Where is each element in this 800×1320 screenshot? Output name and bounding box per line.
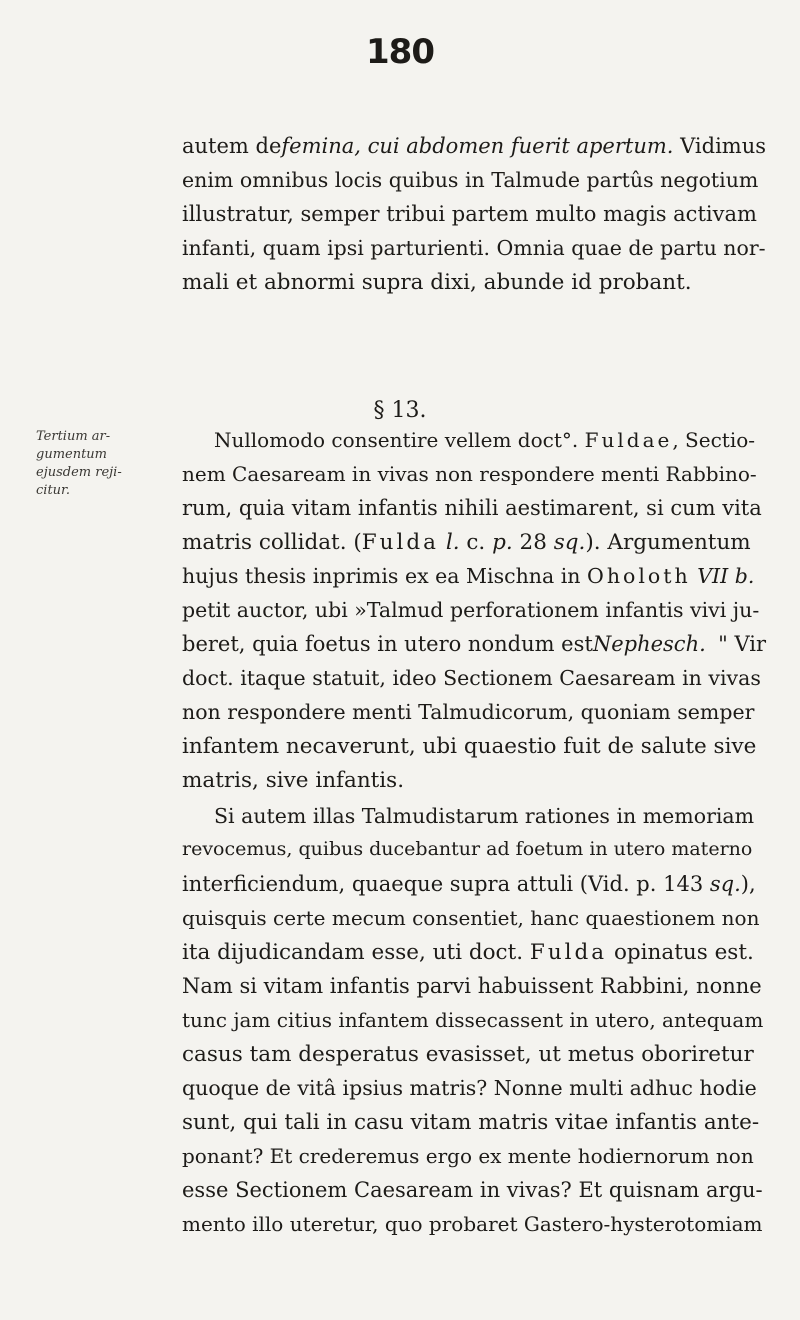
author-name: Fulda [361,530,439,555]
text-run: Nullomodo consentire vellem doct°. [214,428,585,452]
para2-line-9: quoque de vitâ ipsius matris? Nonne multi adhuc hodie [182,1076,757,1100]
para2-line-8: casus tam desperatus evasisset, ut metus oboriretur [182,1042,754,1067]
text-run: 28 [512,530,554,555]
para1-line-6: petit auctor, ubi »Talmud perforationem infantis vivi ju- [182,598,760,622]
para1-line-2: nem Caesaream in vivas non respondere menti Rabbino- [182,462,757,486]
para2-line-1: Si autem illas Talmudistarum rationes in memoriam [214,804,755,828]
para1-line-8: doct. itaque statuit, ideo Sectionem Caesaream in vivas [182,666,761,690]
para1-line-1 [214,430,755,450]
section-heading: § 13. [373,398,427,423]
text-run: , Sectio- [672,428,756,452]
italic-run: l. [439,530,460,555]
para2-line-7: tunc jam citius infantem dissecassent in utero, antequam [182,1008,764,1032]
author-name: Fulda [529,940,608,965]
intro-line-3: illustratur, semper tribui partem multo magis activam [182,202,757,226]
text-run: ). Argumentum [585,530,751,555]
para2-line-3 [182,874,756,895]
text-run: hujus thesis inprimis ex ea Mischna in [182,564,588,588]
intro-line-1 [182,136,766,157]
para1-line-4 [182,532,751,554]
text-run: c. [459,530,493,555]
author-name: Fuldae [584,428,673,452]
intro-line-2: enim omnibus locis quibus in Talmude partûs negotium [182,168,759,192]
para2-line-13: mento illo uteretur, quo probaret Gastero-hysterotomiam [182,1212,763,1236]
italic-run: sq. [553,530,586,555]
para2-line-12: esse Sectionem Caesaream in vivas? Et quisnam argu- [182,1178,763,1202]
text-run: Vidimus [680,134,766,158]
para1-line-11: matris, sive infantis. [182,768,405,793]
text-run: matris collidat. ( [182,530,362,555]
margin-note-line-3: ejusdem reji- [36,465,122,480]
para2-line-10: sunt, qui tali in casu vitam matris vitae infantis ante- [182,1110,760,1135]
para1-line-7 [182,634,766,655]
para1-line-10: infantem necaverunt, ubi quaestio fuit de salute sive [182,734,757,759]
text-run: interficiendum, quaeque supra attuli (Vid. p. 143 [182,872,710,896]
italic-run: VII b. [690,564,755,588]
intro-line-4: infanti, quam ipsi parturienti. Omnia quae de partu nor- [182,236,766,260]
text-run: " Vir [718,632,766,656]
para2-line-2: revocemus, quibus ducebantur ad foetum in utero materno [182,838,753,860]
para2-line-11: ponant? Et crederemus ergo ex mente hodiernorum non [182,1144,754,1168]
margin-note-line-4: citur. [36,483,70,498]
text-run: beret, quia foetus in utero nondum est [182,632,593,656]
italic-run: p. [492,530,513,555]
para2-line-6: Nam si vitam infantis parvi habuissent Rabbini, nonne [182,974,762,998]
para1-line-9: non respondere menti Talmudicorum, quoniam semper [182,700,755,724]
page-number: 180 [366,32,434,72]
text-run: ita dijudicandam esse, uti doct. [182,940,530,965]
tractate-name: Oholoth [587,564,691,588]
text-run: autem de [182,134,282,158]
margin-note-line-1: Tertium ar- [36,429,111,444]
italic-run: sq. [709,872,741,896]
text-run: ), [740,872,756,896]
para1-line-5 [182,566,754,587]
para1-line-3: rum, quia vitam infantis nihili aestimarent, si cum vita [182,496,762,520]
margin-note-line-2: gumentum [36,447,108,462]
text-run: opinatus est. [607,940,754,965]
intro-line-5: mali et abnormi supra dixi, abunde id probant. [182,270,692,295]
para2-line-4: quisquis certe mecum consentiet, hanc quaestionem non [182,906,760,930]
italic-run: femina, cui abdomen fuerit apertum. [281,134,674,158]
italic-run: Nephesch. [592,632,706,656]
para2-line-5 [182,942,754,964]
